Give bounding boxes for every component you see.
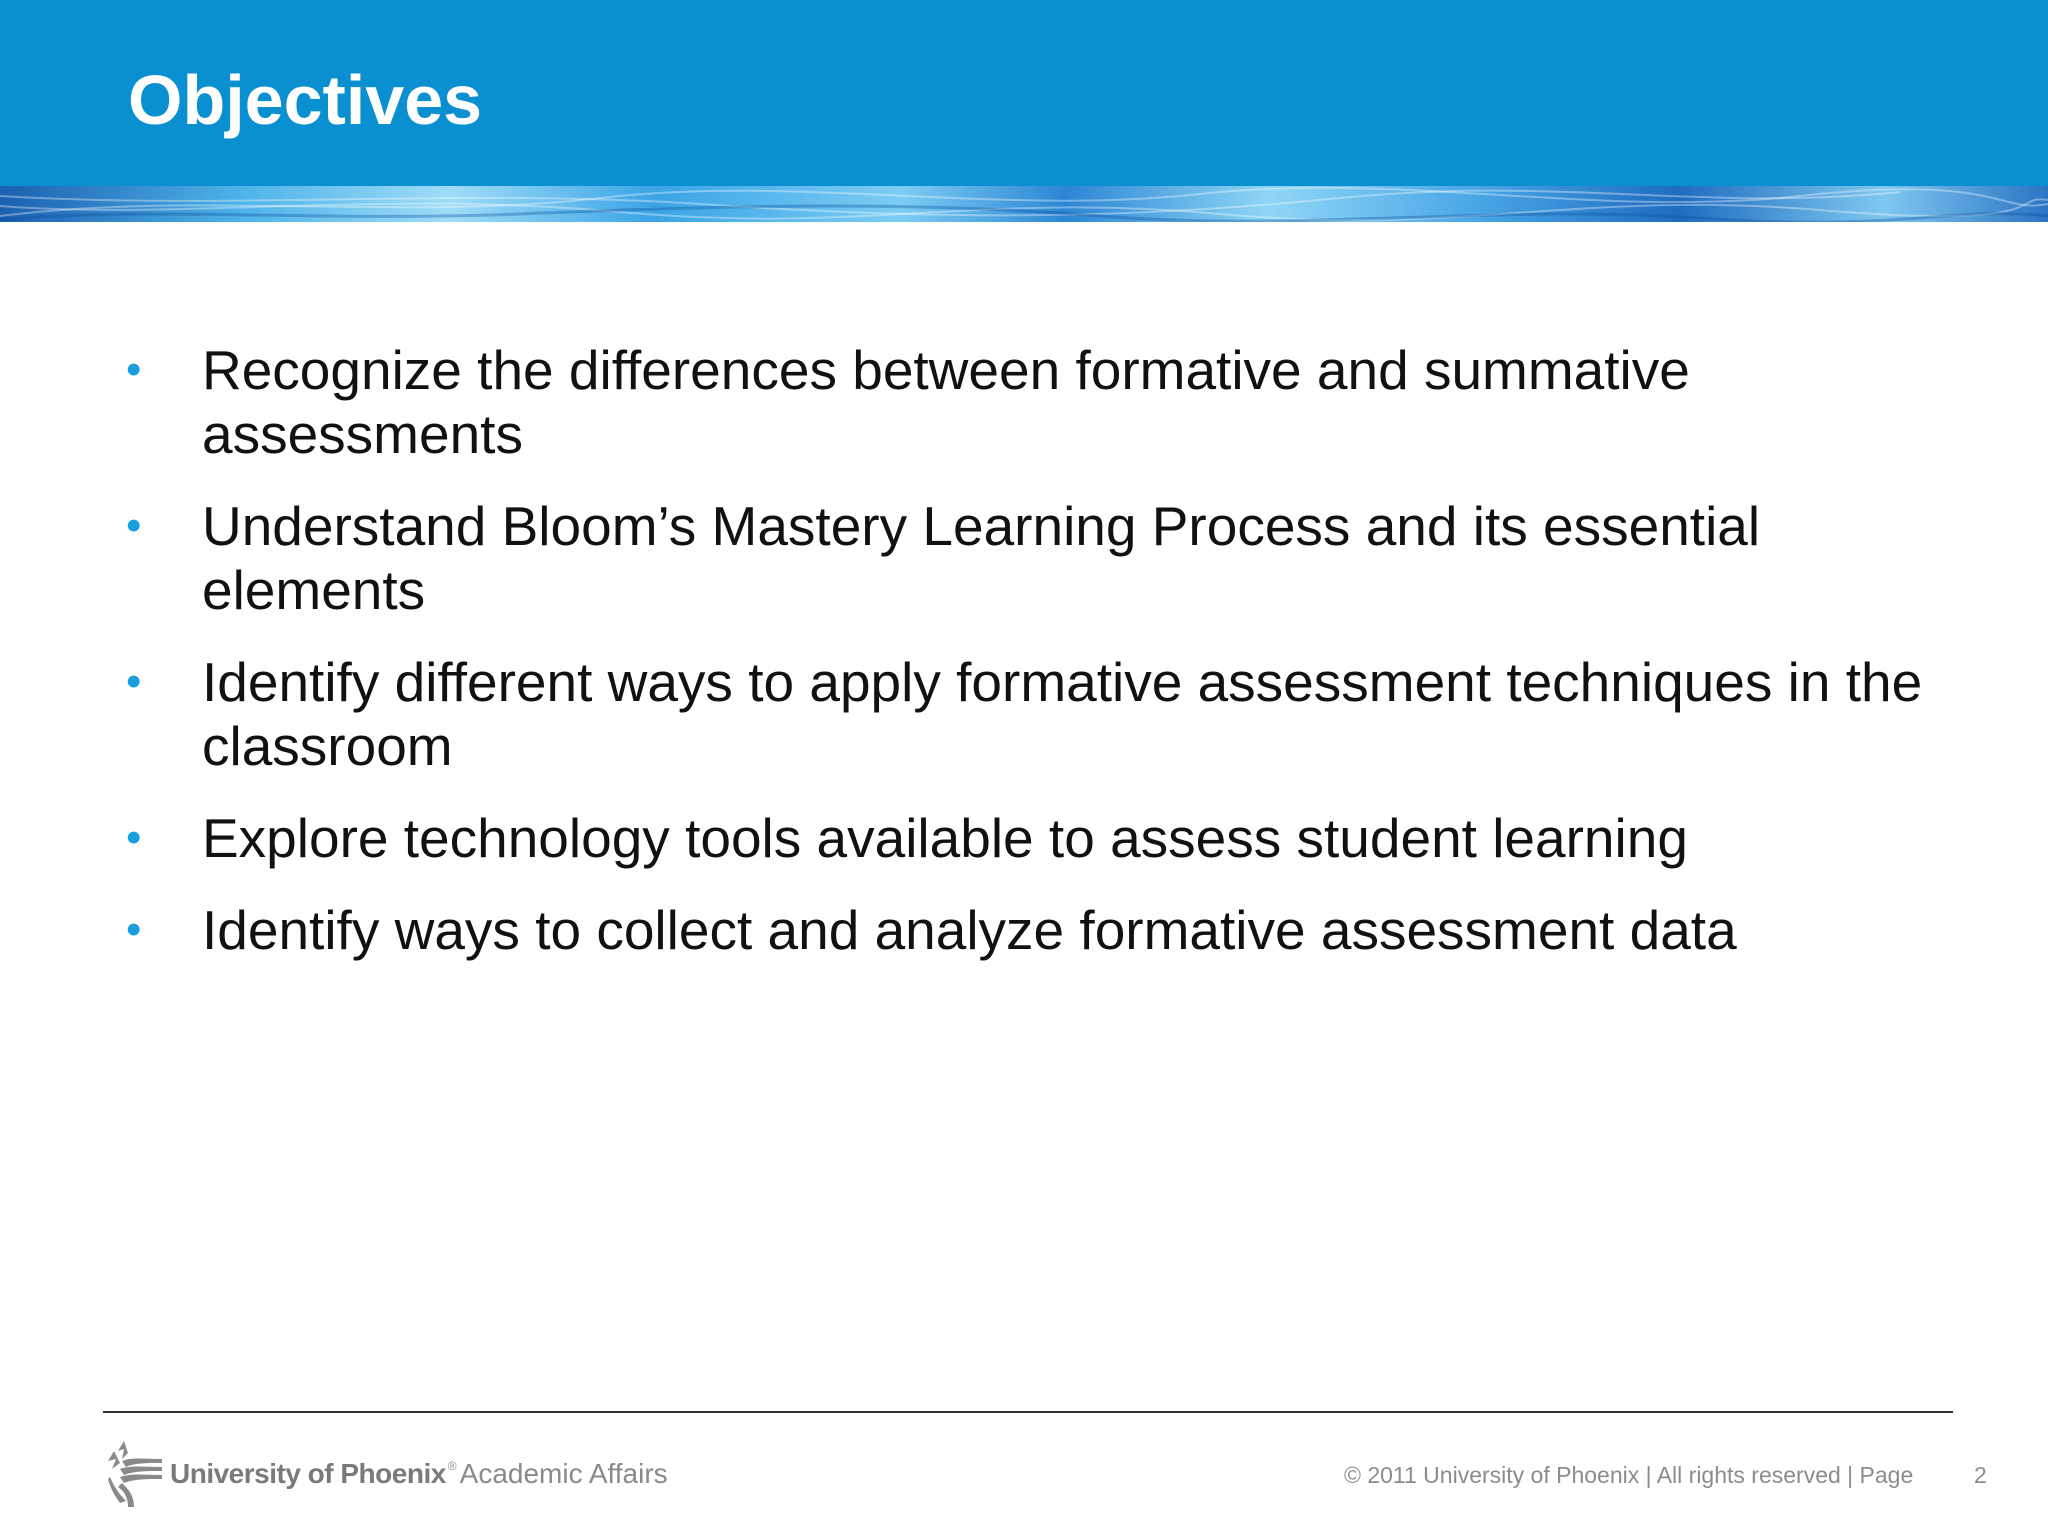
- bullet-icon: •: [126, 657, 142, 706]
- bullet-icon: •: [126, 501, 142, 550]
- title-bar: [0, 0, 2048, 186]
- objective-item: [120, 898, 1960, 962]
- objective-text: Identify different ways to apply formative assessment techniques in the classroom: [202, 651, 1923, 777]
- logo-department: Academic Affairs: [459, 1458, 668, 1489]
- objectives-list: [120, 338, 1960, 990]
- objective-item: [120, 338, 1960, 466]
- objective-text: Recognize the differences between formative and summative assessments: [202, 339, 1690, 465]
- page-number: 2: [1974, 1462, 1987, 1488]
- slide-title: Objectives: [128, 61, 483, 139]
- objective-text: Understand Bloom’s Mastery Learning Process and its essential elements: [202, 495, 1761, 621]
- decorative-wave-band: [0, 186, 2048, 222]
- copyright-text: © 2011 University of Phoenix | All rights reserved | Page: [1344, 1462, 1914, 1488]
- objective-item: [120, 806, 1960, 870]
- objective-text: Explore technology tools available to assess student learning: [202, 807, 1688, 869]
- objective-item: [120, 650, 1960, 778]
- bullet-icon: •: [126, 345, 142, 394]
- phoenix-bird-icon: [104, 1437, 166, 1511]
- logo-university-name: University of Phoenix: [170, 1458, 446, 1489]
- university-logo: [104, 1436, 668, 1512]
- bullet-icon: •: [126, 905, 142, 954]
- objective-item: [120, 494, 1960, 622]
- footer-divider: [103, 1411, 1953, 1413]
- bullet-icon: •: [126, 813, 142, 862]
- objective-text: Identify ways to collect and analyze formative assessment data: [202, 899, 1737, 961]
- logo-registered-mark: ®: [447, 1459, 457, 1473]
- wave-pattern-icon: [0, 186, 2048, 222]
